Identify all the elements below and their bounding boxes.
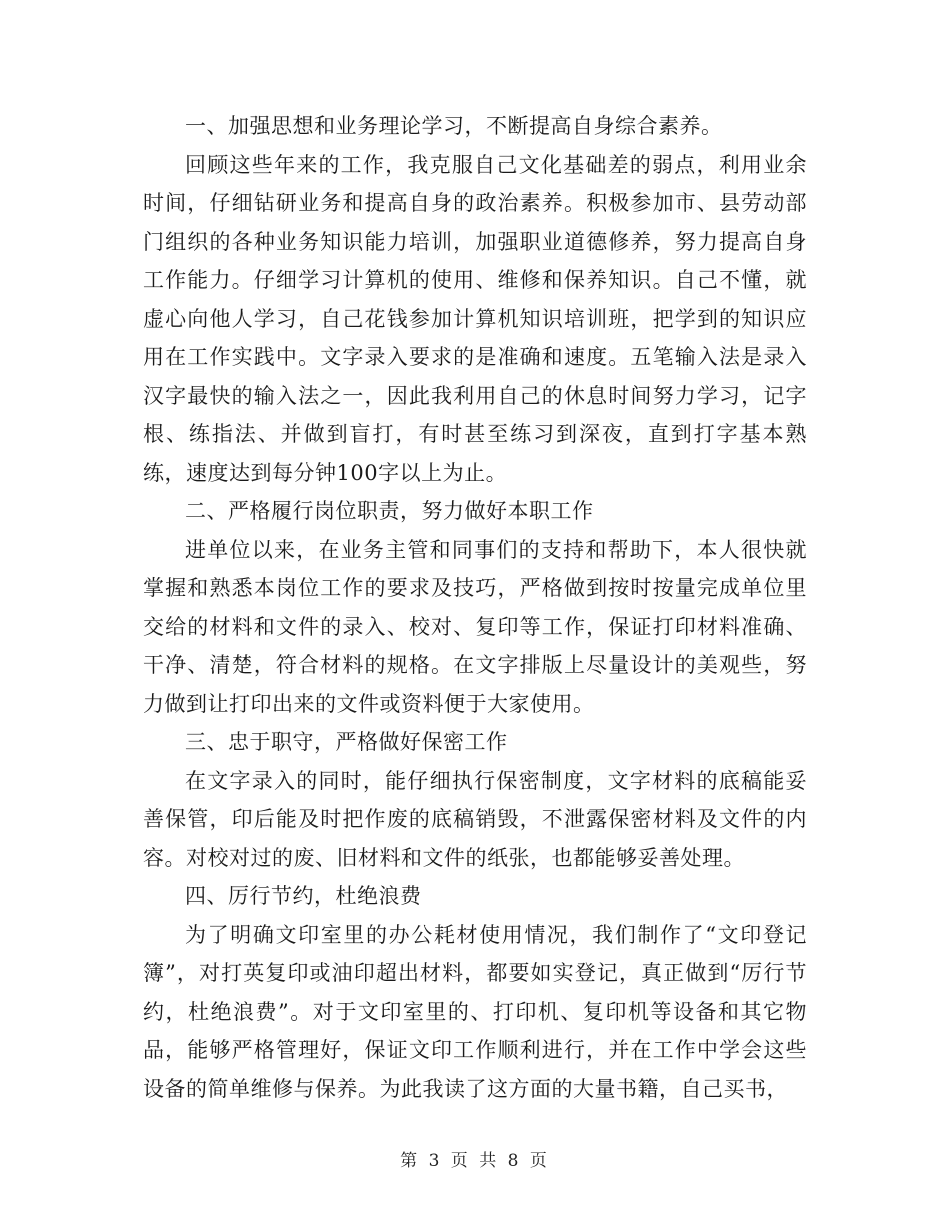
section-paragraph-3: 在文字录入的同时，能仔细执行保密制度，文字材料的底稿能妥善保管，印后能及时把作废的底稿销毁，不泄露保密材料及文件的内容。对校对过的废、旧材料和文件的纸张，也都能够妥善处理。 bbox=[143, 768, 807, 870]
section-heading-3: 三、忠于职守，严格做好保密工作 bbox=[185, 730, 508, 754]
section-heading-1: 一、加强思想和业务理论学习，不断提高自身综合素养。 bbox=[185, 114, 723, 138]
page-number-footer: 第 3 页 共 8 页 bbox=[400, 1151, 550, 1171]
section-paragraph-4: 为了明确文印室里的办公耗材使用情况，我们制作了“文印登记簿”，对打英复印或油印超出材料，都要如实登记，真正做到“厉行节约，杜绝浪费”。对于文印室里的、打印机、复印机等设备和其它物品，能够严格管理好，保证文印工作顺利进行，并在工作中学会这些设备的简单维修与保养。为此我读了这方面的大量书籍，自己买书， bbox=[143, 922, 807, 1101]
section-paragraph-1: 回顾这些年来的工作，我克服自己文化基础差的弱点，利用业余时间，仔细钻研业务和提高自身的政治素养。积极参加市、县劳动部门组织的各种业务知识能力培训，加强职业道德修养，努力提高自身工作能力。仔细学习计算机的使用、维修和保养知识。自己不懂，就虚心向他人学习，自己花钱参加计算机知识培训班，把学到的知识应用在工作实践中。文字录入要求的是准确和速度。五笔输入法是录入汉字最快的输入法之一，因此我利用自己的休息时间努力学习，记字根、练指法、并做到盲打，有时甚至练习到深夜，直到打字基本熟练，速度达到每分钟100字以上为止。 bbox=[143, 152, 807, 485]
section-heading-2: 二、严格履行岗位职责，努力做好本职工作 bbox=[185, 499, 594, 523]
section-heading-4: 四、厉行节约，杜绝浪费 bbox=[185, 884, 422, 908]
document-body bbox=[143, 107, 807, 1108]
section-paragraph-2: 进单位以来，在业务主管和同事们的支持和帮助下，本人很快就掌握和熟悉本岗位工作的要求及技巧，严格做到按时按量完成单位里交给的材料和文件的录入、校对、复印等工作，保证打印材料准确、干净、清楚，符合材料的规格。在文字排版上尽量设计的美观些，努力做到让打印出来的文件或资料便于大家使用。 bbox=[143, 537, 807, 716]
